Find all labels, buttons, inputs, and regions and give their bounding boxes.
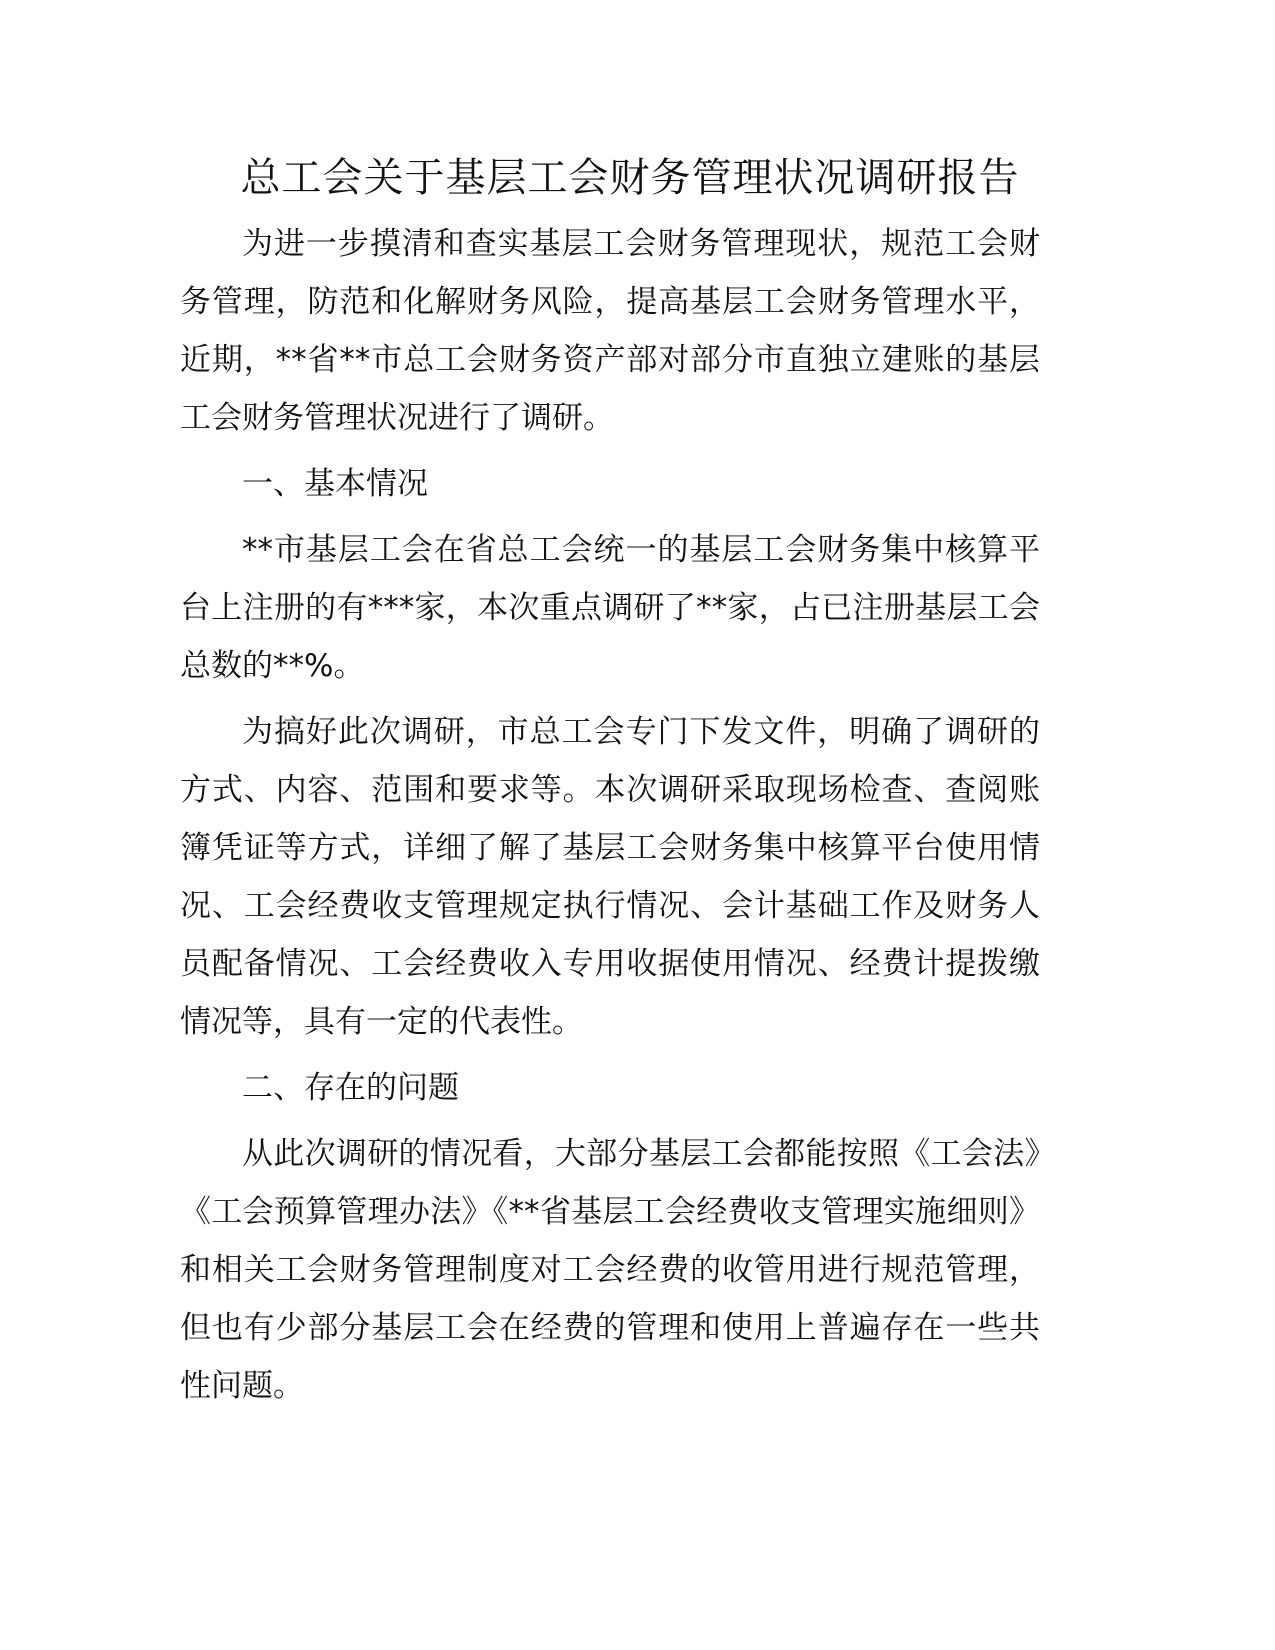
paragraph-problems-overview: 从此次调研的情况看，大部分基层工会都能按照《工会法》《工会预算管理办法》《**省基层工会经费收支管理实施细则》和相关工会财务管理制度对工会经费的收管用进行规范管理，但也有少部分基层工会在经费的管理和使用上普遍存在一些共性问题。: [180, 1136, 1040, 1404]
document-body: [180, 215, 1040, 1423]
paragraph-research-method: 为搞好此次调研，市总工会专门下发文件，明确了调研的方式、内容、范围和要求等。本次调研采取现场检查、查阅账簿凭证等方式，详细了解了基层工会财务集中核算平台使用情况、工会经费收支管理规定执行情况、会计基础工作及财务人员配备情况、工会经费收入专用收据使用情况、经费计提拨缴情况等，具有一定的代表性。: [180, 714, 1040, 1040]
document-title: 总工会关于基层工会财务管理状况调研报告: [240, 155, 1020, 201]
section-heading-basic-situation: 一、基本情况: [242, 466, 428, 502]
paragraph-intro: 为进一步摸清和查实基层工会财务管理现状，规范工会财务管理，防范和化解财务风险，提高基层工会财务管理水平，近期，**省**市总工会财务资产部对部分市直独立建账的基层工会财务管理状况进行了调研。: [180, 226, 1040, 436]
paragraph-registration: **市基层工会在省总工会统一的基层工会财务集中核算平台上注册的有***家，本次重点调研了**家，占已注册基层工会总数的**%。: [180, 532, 1040, 684]
section-heading-problems: 二、存在的问题: [242, 1070, 459, 1106]
